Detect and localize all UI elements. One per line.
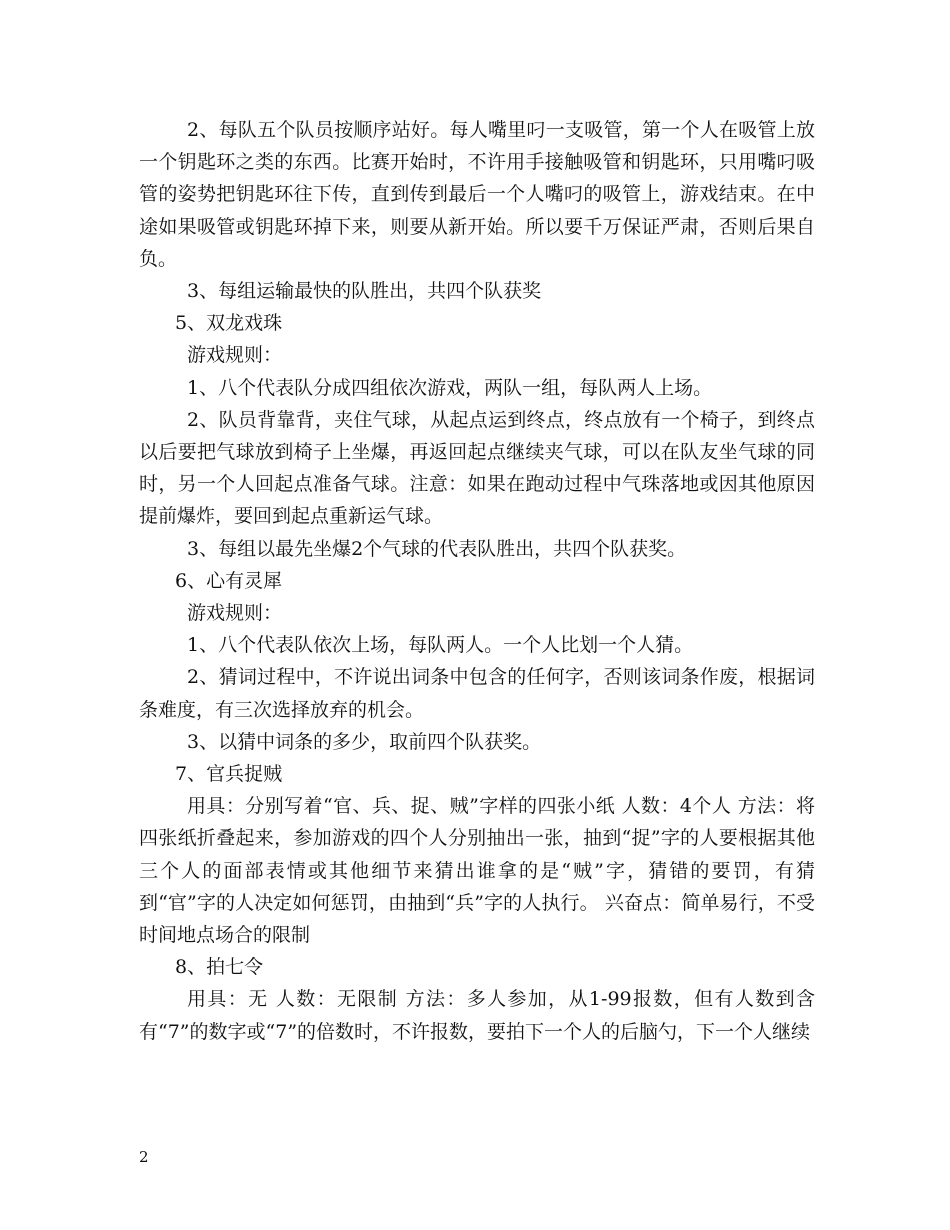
document-body [139, 114, 815, 1048]
paragraph-rule-2-relay: 2、每队五个队员按顺序站好。每人嘴里叼一支吸管，第一个人在吸管上放一个钥匙环之类的东西。比赛开始时，不许用手接触吸管和钥匙环，只用嘴叼吸管的姿势把钥匙环往下传，直到传到最后一个人嘴叼的吸管上，游戏结束。在中途如果吸管或钥匙环掉下来，则要从新开始。所以要千万保证严肃，否则后果自负。 [139, 119, 815, 270]
paragraph-7-description: 用具：分别写着“官、兵、捉、贼”字样的四张小纸 人数：4个人 方法：将四张纸折叠起来，参加游戏的四个人分别抽出一张，抽到“捉”字的人要根据其他三个人的面部表情或其他细节来猜出谁拿的是“贼”字，猜错的要罚，有猜到“官”字的人决定如何惩罚，由抽到“兵”字的人执行。 兴奋点：简单易行，不受时间地点场合的限制 [139, 795, 815, 947]
paragraph-6-rule-3: 3、以猜中词条的多少，取前四个队获奖。 [187, 730, 542, 753]
rules-label-6: 游戏规则： [187, 602, 283, 625]
paragraph-6-rule-2: 2、猜词过程中，不许说出词条中包含的任何字，否则该词条作废，根据词条难度，有三次选择放弃的机会。 [139, 666, 815, 721]
section-heading-5: 5、双龙戏珠 [175, 312, 283, 335]
section-heading-8: 8、拍七令 [175, 956, 264, 979]
paragraph-rule-3-winner: 3、每组运输最快的队胜出，共四个队获奖 [187, 280, 542, 303]
paragraph-5-rule-3: 3、每组以最先坐爆2个气球的代表队胜出，共四个队获奖。 [187, 537, 687, 560]
paragraph-6-rule-1: 1、八个代表队依次上场，每队两人。一个人比划一个人猜。 [187, 634, 694, 657]
paragraph-5-rule-2: 2、队员背靠背，夹住气球，从起点运到终点，终点放有一个椅子，到终点以后要把气球放到椅子上坐爆，再返回起点继续夹气球，可以在队友坐气球的同时，另一个人回起点准备气球。注意：如果在跑动过程中气珠落地或因其他原因提前爆炸，要回到起点重新运气球。 [139, 408, 815, 528]
rules-label-5: 游戏规则： [187, 344, 283, 367]
section-heading-6: 6、心有灵犀 [175, 569, 283, 592]
page-number: 2 [139, 1148, 149, 1166]
paragraph-8-description: 用具：无 人数：无限制 方法：多人参加，从1-99报数，但有人数到含有“7”的数字或“7”的倍数时，不许报数，要拍下一个人的后脑勺，下一个人继续 [139, 988, 815, 1043]
paragraph-5-rule-1: 1、八个代表队分成四组依次游戏，两队一组，每队两人上场。 [187, 376, 713, 399]
section-heading-7: 7、官兵捉贼 [175, 763, 283, 786]
